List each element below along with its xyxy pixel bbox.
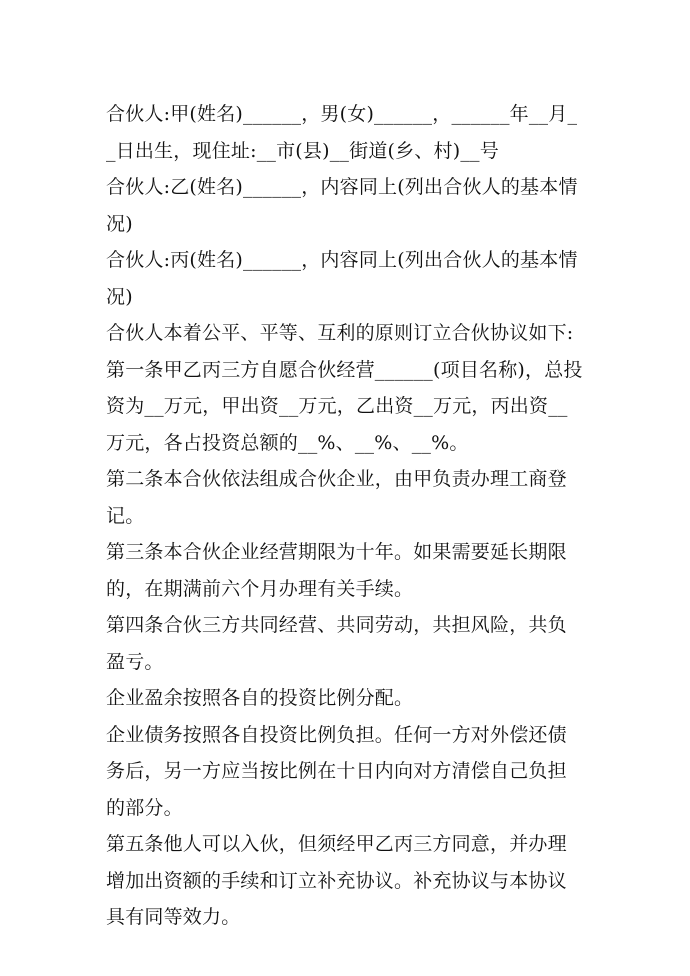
paragraph-partner-b: 合伙人:乙(姓名)______，内容同上(列出合伙人的基本情况) [106,176,578,235]
paragraph-partner-c: 合伙人:丙(姓名)______，内容同上(列出合伙人的基本情况) [106,249,578,308]
document-body [106,96,584,936]
paragraph-preamble: 合伙人本着公平、平等、互利的原则订立合伙协议如下: [106,322,574,344]
paragraph-profit-distribution: 企业盈余按照各自的投资比例分配。 [106,687,414,709]
paragraph-partner-a: 合伙人:甲(姓名)______，男(女)______，______年__月__日出生，现住址:__市(县)__街道(乡、村)__号 [106,103,578,162]
paragraph-article-5: 第五条他人可以入伙，但须经甲乙丙三方同意，并办理增加出资额的手续和订立补充协议。补充协议与本协议具有同等效力。 [106,833,567,928]
paragraph-article-2: 第二条本合伙依法组成合伙企业，由甲负责办理工商登记。 [106,468,567,527]
paragraph-article-1: 第一条甲乙丙三方自愿合伙经营______(项目名称)，总投资为__万元，甲出资__万元，乙出资__万元，丙出资__万元，各占投资总额的__%、__%、__%。 [106,358,583,454]
paragraph-debt-liability: 企业债务按照各自投资比例负担。任何一方对外偿还债务后，另一方应当按比例在十日内向对方清偿自己负担的部分。 [106,723,567,819]
paragraph-article-4: 第四条合伙三方共同经营、共同劳动，共担风险，共负盈亏。 [106,614,567,673]
paragraph-article-3: 第三条本合伙企业经营期限为十年。如果需要延长期限的，在期满前六个月办理有关手续。 [106,541,567,600]
